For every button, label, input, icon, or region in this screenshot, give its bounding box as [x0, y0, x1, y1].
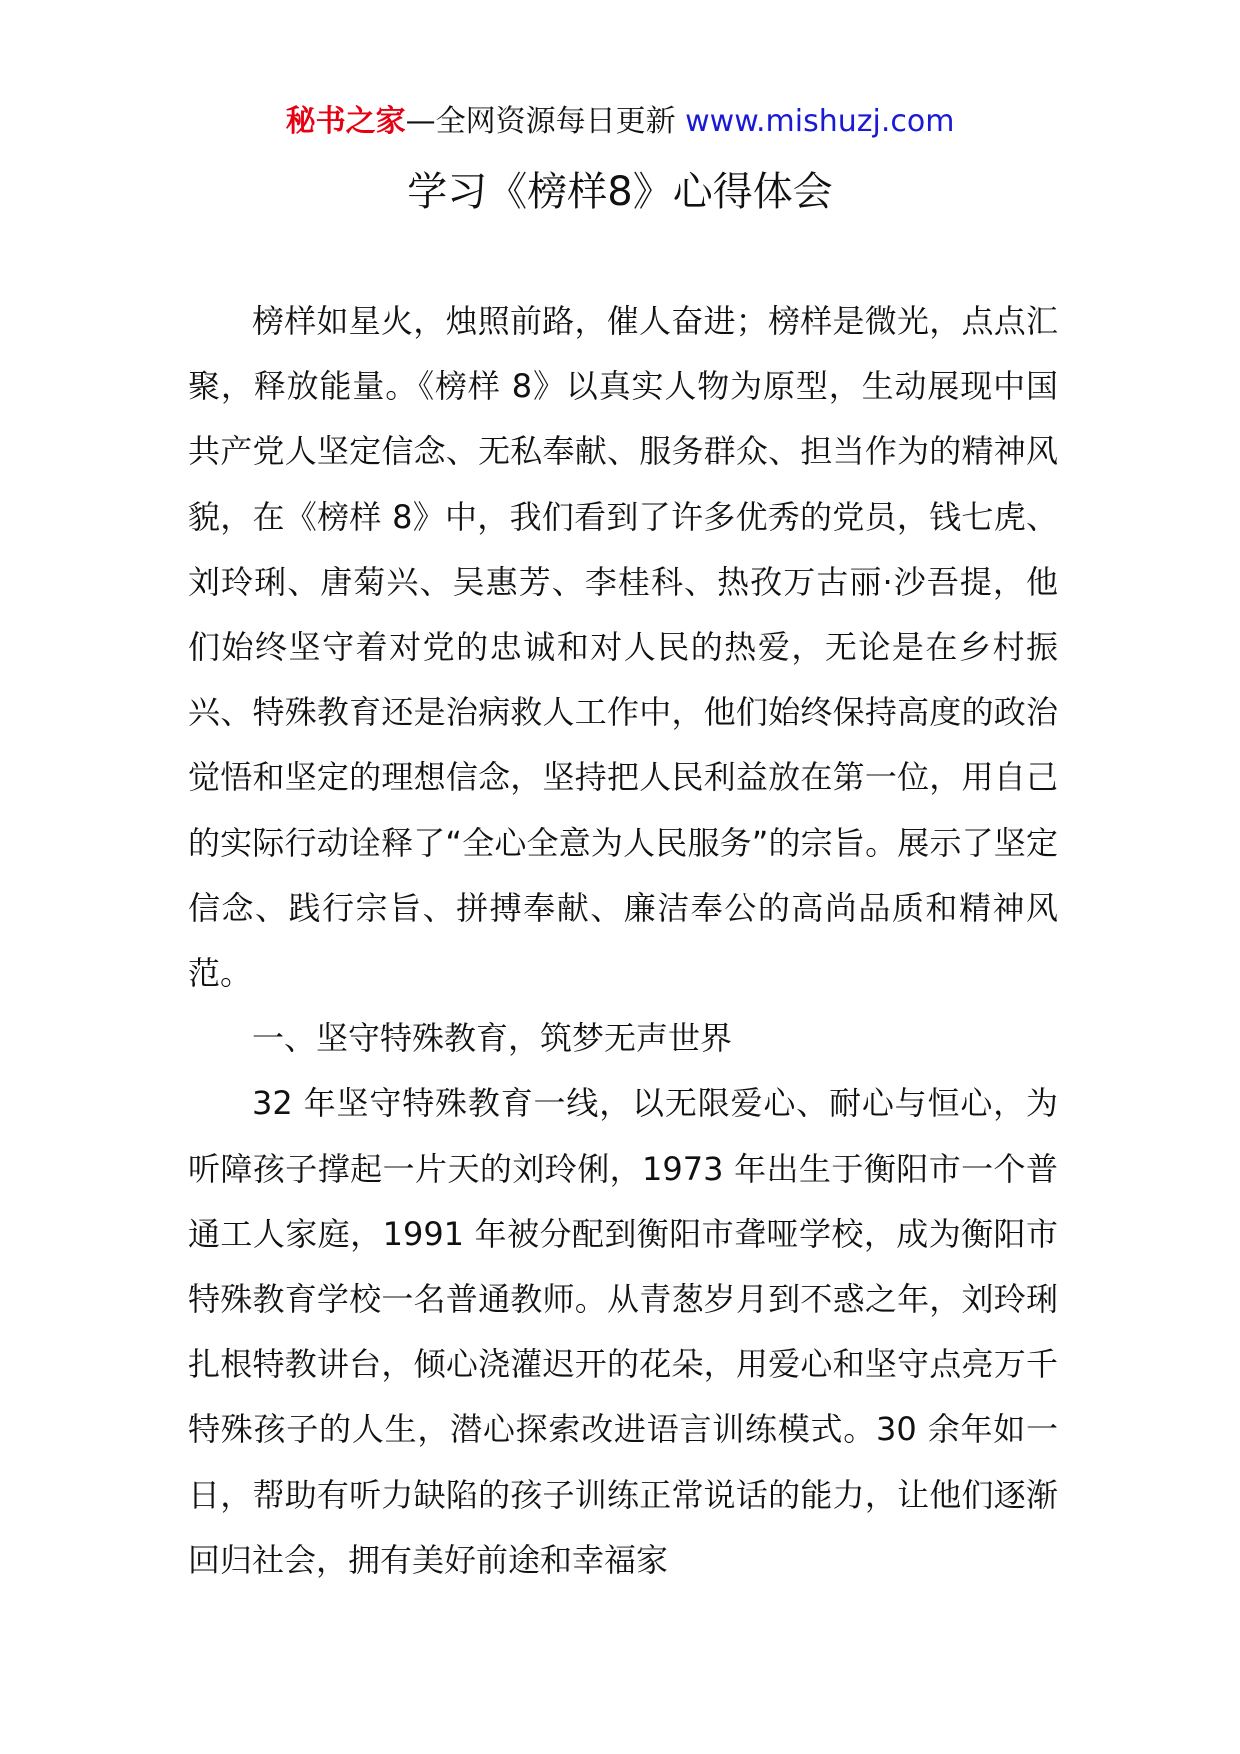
site-slogan: —全网资源每日更新 [405, 104, 686, 139]
site-brand: 秘书之家 [285, 104, 406, 139]
site-header [0, 100, 1240, 144]
paragraph-section-1: 32 年坚守特殊教育一线，以无限爱心、耐心与恒心，为听障孩子撑起一片天的刘玲俐，1973 年出生于衡阳市一个普通工人家庭，1991 年被分配到衡阳市聋哑学校，成为衡阳市特殊教育学校一名普通教师。从青葱岁月到不惑之年，刘玲琍扎根特教讲台，倾心浇灌迟开的花朵，用爱心和坚守点亮万千特殊孩子的人生，潜心探索改进语言训练模式。30 余年如一日，帮助有听力缺陷的孩子训练正常说话的能力，让他们逐渐回归社会，拥有美好前途和幸福家 [188, 1084, 1058, 1579]
paragraph-intro: 榜样如星火，烛照前路，催人奋进；榜样是微光，点点汇聚，释放能量。《榜样 8》以真实人物为原型，生动展现中国共产党人坚定信念、无私奉献、服务群众、担当作为的精神风貌，在《榜样 8》中，我们看到了许多优秀的党员，钱七虎、刘玲琍、唐菊兴、吴惠芳、李桂科、热孜万古丽·沙吾提，他们始终坚守着对党的忠诚和对人民的热爱，无论是在乡村振兴、特殊教育还是治病救人工作中，他们始终保持高度的政治觉悟和坚定的理想信念，坚持把人民利益放在第一位，用自己的实际行动诠释了“全心全意为人民服务”的宗旨。展示了坚定信念、践行宗旨、拼搏奉献、廉洁奉公的高尚品质和精神风范。 [188, 302, 1058, 993]
document-title: 学习《榜样8》心得体会 [407, 169, 833, 215]
document-body [188, 289, 1058, 1593]
section-heading-1: 一、坚守特殊教育，筑梦无声世界 [252, 1019, 733, 1058]
site-url[interactable]: www.mishuzj.com [685, 104, 955, 139]
